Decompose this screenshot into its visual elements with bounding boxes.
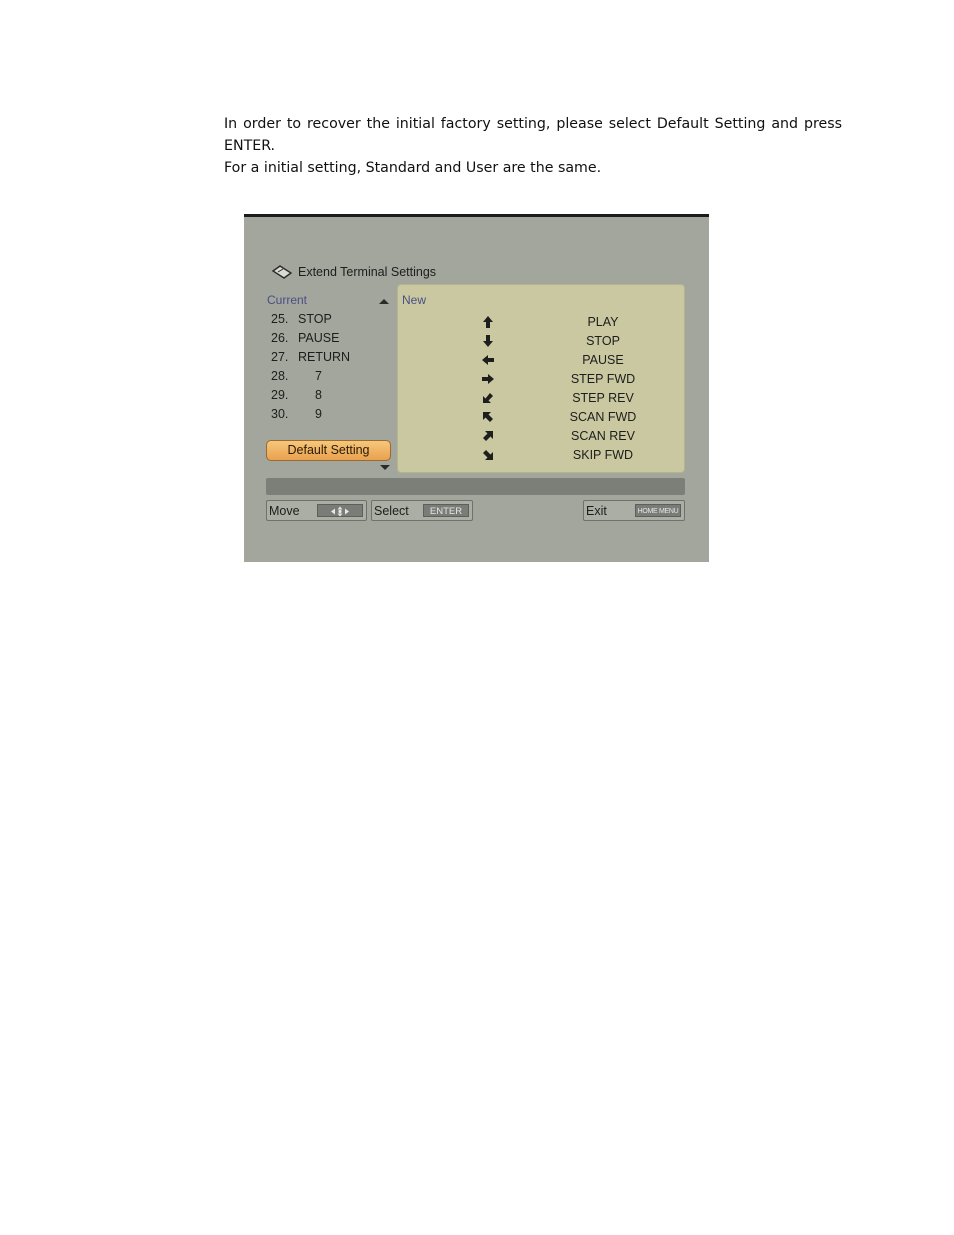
arrow-right-icon <box>480 372 496 386</box>
list-item[interactable]: STEP FWD <box>398 369 684 388</box>
list-item[interactable]: PLAY <box>398 312 684 331</box>
menu-title <box>271 264 436 280</box>
new-column-label: New <box>402 293 427 307</box>
exit-label: Exit <box>586 503 607 518</box>
list-item[interactable]: 28. 7 <box>271 369 322 383</box>
list-item[interactable]: 30. 9 <box>271 407 322 421</box>
list-item[interactable]: SKIP FWD <box>398 445 684 464</box>
list-item[interactable]: 25. STOP <box>271 312 332 326</box>
list-item[interactable]: PAUSE <box>398 350 684 369</box>
move-label: Move <box>269 503 300 518</box>
menu-title-text: Extend Terminal Settings <box>298 265 437 279</box>
move-key <box>317 504 363 517</box>
select-label: Select <box>374 503 409 518</box>
move-hint <box>266 500 367 521</box>
current-assignment-list <box>271 310 350 424</box>
instruction-paragraph-2: For a initial setting, Standard and User are the same. <box>224 160 602 176</box>
list-item[interactable]: 29. 8 <box>271 388 322 402</box>
scroll-down-icon[interactable] <box>378 462 392 472</box>
arrow-down-icon <box>480 334 496 348</box>
default-setting-button[interactable]: Default Setting <box>266 440 391 461</box>
instruction-text <box>224 113 842 179</box>
enter-key: ENTER <box>423 504 469 517</box>
home-menu-key: HOME MENU <box>635 504 681 517</box>
current-column-label: Current <box>267 293 308 307</box>
list-item[interactable]: 26. PAUSE <box>271 331 340 345</box>
dpad-icon <box>326 506 354 517</box>
exit-hint <box>583 500 685 521</box>
new-assignment-panel <box>397 284 685 473</box>
arrow-left-icon <box>480 353 496 367</box>
arrow-up-right-icon <box>480 429 496 443</box>
arrow-up-left-icon <box>480 410 496 424</box>
list-item[interactable]: STEP REV <box>398 388 684 407</box>
instruction-paragraph-1: In order to recover the initial factory setting, please select Default Setting and press ENTER. <box>224 116 842 154</box>
list-item[interactable]: STOP <box>398 331 684 350</box>
remote-control-icon <box>271 264 293 280</box>
new-assignment-list <box>398 312 684 464</box>
status-bar <box>266 478 685 495</box>
arrow-up-icon <box>480 315 496 329</box>
tv-menu-screenshot <box>244 214 709 562</box>
arrow-down-left-icon <box>480 391 496 405</box>
list-item[interactable]: SCAN REV <box>398 426 684 445</box>
arrow-down-right-icon <box>480 448 496 462</box>
scroll-up-icon[interactable] <box>377 297 391 307</box>
list-item[interactable]: SCAN FWD <box>398 407 684 426</box>
list-item[interactable]: 27. RETURN <box>271 350 351 364</box>
select-hint <box>371 500 473 521</box>
